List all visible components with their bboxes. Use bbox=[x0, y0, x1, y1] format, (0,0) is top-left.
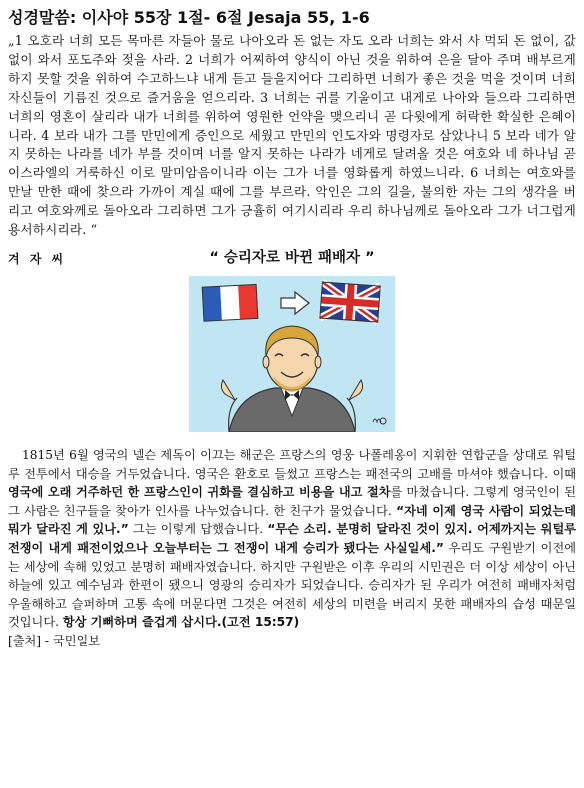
story-title: “ 승리자로 바뀐 패배자 ” bbox=[209, 249, 375, 266]
illustration-cartoon bbox=[189, 276, 395, 432]
story-emphasis: “무슨 소리. 분명히 달라진 것이 있지. 어제까지는 워털루 전쟁이 내게 패전이었으나 오늘부터는 그 전쟁이 내게 승리가 됐다는 사실일세.” bbox=[8, 522, 576, 555]
page-content bbox=[6, 8, 578, 651]
story-text: 1815년 6월 영국의 넬슨 제독이 이끄는 해군은 프랑스의 영웅 나폴레옹이 지휘한 연합군을 상대로 워털루 전투에서 대승을 거두었습니다. 영국은 환호로 들썼고 프랑스는 패전국의 고배를 마셔야 했습니다. 이때 bbox=[8, 447, 576, 481]
story-text: 를 마쳤습니다. 그렇게 영국인이 된 그 사람은 친구들을 찾아가 인사를 나누었습니다. 한 친구가 물었습니다. bbox=[8, 485, 576, 518]
story-emphasis: 항상 기뻐하며 즐겁게 삽시다. bbox=[62, 615, 222, 630]
bible-passage-heading: 성경말씀: 이사야 55장 1절- 6절 Jesaja 55, 1-6 bbox=[8, 8, 370, 27]
story-header bbox=[6, 246, 578, 272]
story-reference: (고전 15:57) bbox=[221, 615, 300, 630]
source-credit: [출처] - 국민일보 bbox=[8, 633, 101, 648]
story-text: 우리도 구원받기 이전에는 세상에 속해 있었고 분명히 패배자였습니다. 하지만 구원받은 이후 우리의 시민권은 더 이상 세상이 아닌 하늘에 있고 예수님과 한편이 됐으니 영광의 승리자가 되었습니다. 승리자가 된 우리가 여전히 패배자처럼 우울해하고 슬퍼하며 고통 속에 머문다면 그것은 여전히 세상의 미련을 버리지 못한 패배자의 습성 때문일 것입니다. bbox=[8, 540, 576, 630]
column-name: 겨 자 씨 bbox=[8, 251, 67, 266]
illustration-svg bbox=[189, 276, 395, 432]
story-text: 그는 이렇게 답했습니다. bbox=[128, 522, 268, 537]
story-emphasis: 영국에 오래 거주하던 한 프랑스인이 귀화를 결심하고 비용을 내고 절차 bbox=[8, 485, 391, 500]
france-flag-icon bbox=[202, 284, 258, 321]
bible-verse-text: „1 오호라 너희 모든 목마른 자들아 물로 나아오라 돈 없는 자도 오라 너희는 와서 사 먹되 돈 없이, 값 없이 와서 포도주와 젖을 사라. 2 너희가 어찌하여 양식이 아닌 것을 위하여 은을 달아 주며 배부르게 하지 못할 것을 위하여 수고하느냐 내게 듣고 들을지어다 그리하면 너희가 좋은 것을 먹을 것이며 너희 자신들이 기름진 것으로 즐거움을 얻으리라. 3 너희는 귀를 기울이고 내게로 나아와 들으라 그리하면 너희의 영혼이 살리라 내가 너희를 위하여 영원한 언약을 맺으리니 곧 다윗에게 허락한 확실한 은혜이니라. 4 보라 내가 그를 만민에게 증인으로 세웠고 만민의 인도자와 명령자로 삼았나니 5 보라 네가 알지 못하는 나라를 네가 부를 것이며 너를 알지 못하는 나라가 네게로 달려올 것은 여호와 네 하나님 곧 이스라엘의 거룩하신 이로 말미암음이니라 이는 그가 너를 영화롭게 하였느니라. 6 너희는 여호와를 만날 만한 때에 찾으라 가까이 계실 때에 그를 부르라. 악인은 그의 길을, 불의한 자는 그의 생각을 버리고 여호와께로 돌아오라 그리하면 그가 긍휼히 여기시리라 우리 하나님께로 돌아오라 그가 너그럽게 용서하시리라. “ bbox=[8, 33, 576, 238]
uk-flag-icon bbox=[320, 282, 380, 322]
story-emphasis: “자네 이제 영국 사람이 되었는데 뭐가 달라진 게 있나.” bbox=[8, 503, 576, 537]
story-body bbox=[6, 446, 578, 632]
